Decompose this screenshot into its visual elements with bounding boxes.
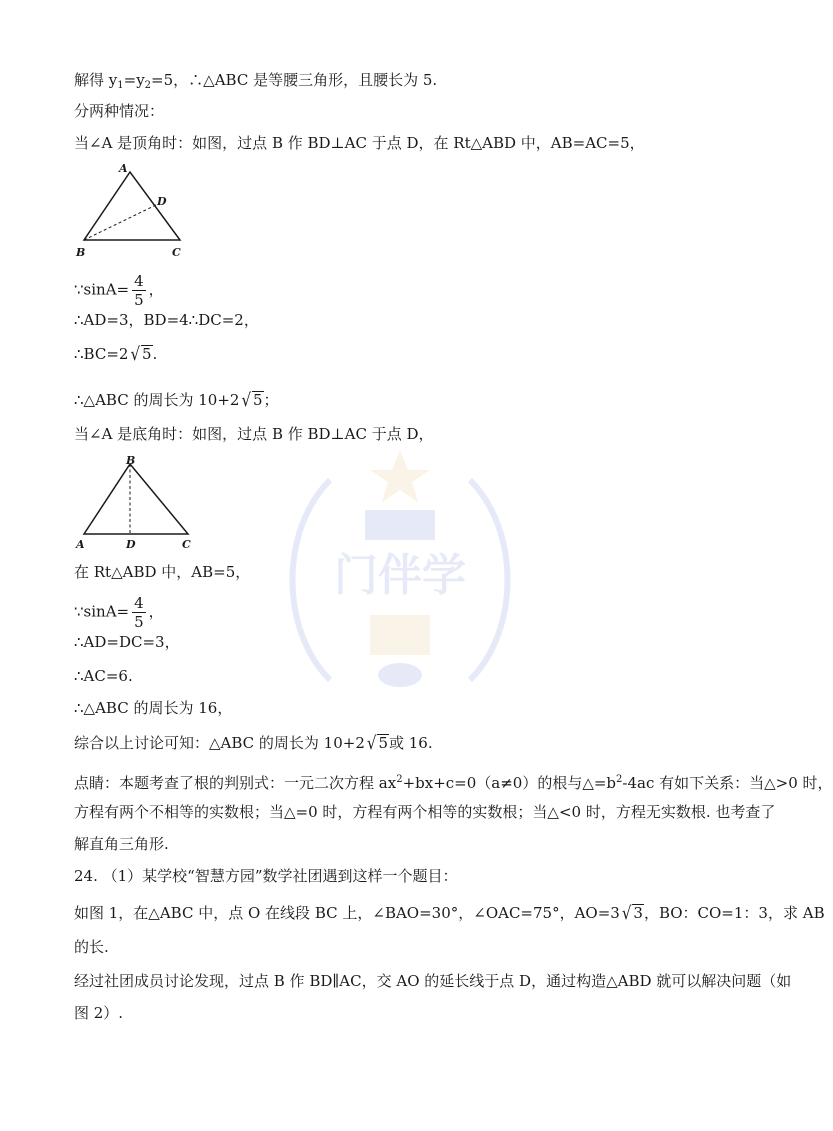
triangle-figure-1 <box>74 160 194 260</box>
label-B: B <box>76 246 86 259</box>
text-line-4: ∵sinA= $\frac{4}{5}$ ， <box>74 272 164 309</box>
text-line-15: 点睛：本题考查了根的判别式：一元二次方程 $ax^2+bx+c=0(a\ne 0)$的根与$\triangle=b^2-4ac$ 有如下关系：当△>0 时， <box>74 774 833 792</box>
text-line-12: ∴AC=6. <box>74 667 133 685</box>
label-C: C <box>172 246 181 259</box>
text-line-11: ∴AD=DC=3， <box>74 633 180 651</box>
text-line-20: 的长. <box>74 938 109 956</box>
text-line-3: 当∠A 是顶角时：如图，过点 B 作 BD⊥AC 于点 D，在 Rt△ABD 中，AB=AC=5， <box>74 134 645 152</box>
label-B: B <box>126 454 136 467</box>
label-A: A <box>76 538 85 551</box>
text-line-6: ∴BC=2 √ 5. <box>74 343 158 365</box>
watermark-logo <box>270 440 530 710</box>
text-line-10: ∵sinA= $\frac{4}{5}$ ， <box>74 594 164 631</box>
text-line-5: ∴AD=3，BD=4∴DC=2， <box>74 311 259 329</box>
text-line-18: 24. （1）某学校“智慧方园”数学社团遇到这样一个题目： <box>74 867 458 885</box>
text-line-1: 解得 $y_1=y_2=5$，∴△ABC 是等腰三角形，且腰长为 5. <box>74 71 438 91</box>
text-line-7: ∴△ABC 的周长为 10+2 √ 5； <box>74 389 279 411</box>
label-C: C <box>182 538 191 551</box>
watermark-text: 门伴学 <box>334 550 466 601</box>
text-line-8: 当∠A 是底角时：如图，过点 B 作 BD⊥AC 于点 D， <box>74 425 434 443</box>
label-A: A <box>119 162 128 175</box>
text-line-13: ∴△ABC 的周长为 16， <box>74 699 233 717</box>
text-line-14: 综合以上讨论可知：△ABC 的周长为 10+2 √ 5或 16. <box>74 732 433 754</box>
fraction: $\frac{4}{5}$ <box>134 272 144 309</box>
text-line-17: 解直角三角形. <box>74 835 169 853</box>
text-line-16: 方程有两个不相等的实数根；当△=0 时，方程有两个相等的实数根；当△<0 时，方程无实数根. 也考查了 <box>74 803 776 821</box>
triangle-figure-2 <box>74 452 204 552</box>
label-D: D <box>126 538 136 551</box>
text-line-21: 经过社团成员讨论发现，过点 B 作 BD∥AC，交 AO 的延长线于点 D，通过构造△ABD 就可以解决问题（如 <box>74 972 792 990</box>
text-line-22: 图 2）. <box>74 1004 124 1022</box>
text-line-9: 在 Rt△ABD 中，AB=5， <box>74 563 251 581</box>
label-D: D <box>157 195 167 208</box>
text-line-19: 如图 1，在△ABC 中，点 O 在线段 BC 上，∠BAO=30°，∠OAC=75°，AO=3 √ 3，BO：CO=1：3，求 AB <box>74 902 825 924</box>
text-line-2: 分两种情况： <box>74 102 165 120</box>
fraction: $\frac{4}{5}$ <box>134 594 144 631</box>
